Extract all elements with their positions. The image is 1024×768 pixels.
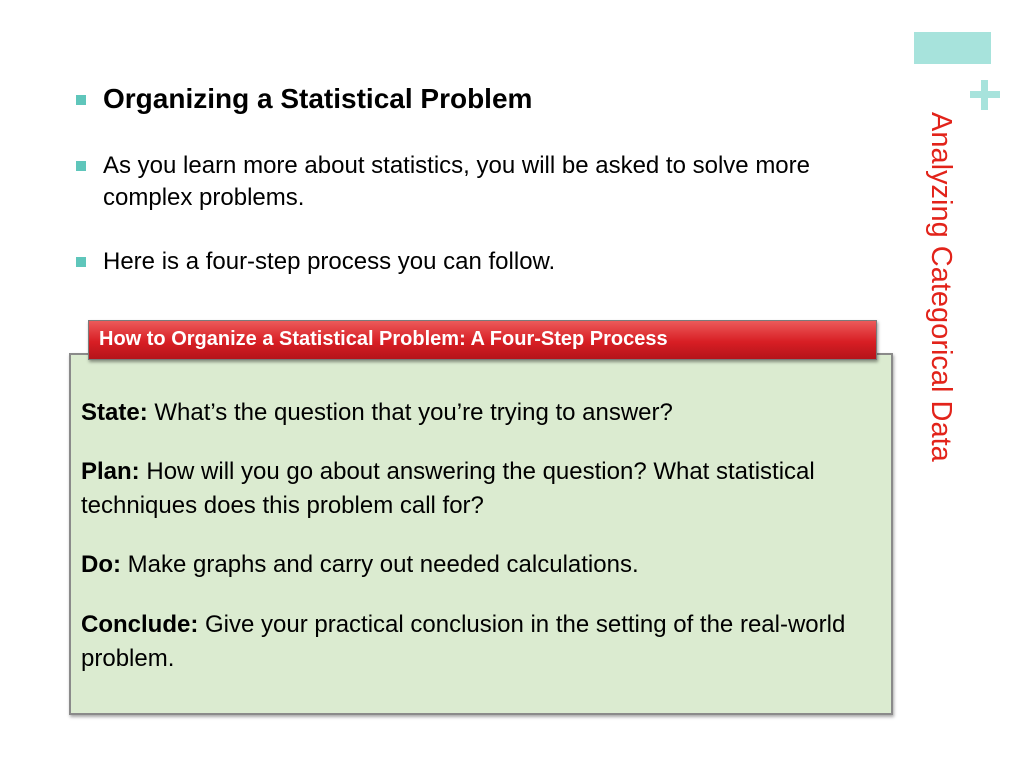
step-label: Conclude: [81,611,199,638]
bullet-square-icon [76,161,86,171]
bullet-text: Here is a four-step process you can follow. [103,248,556,275]
step-label: Do: [81,551,121,578]
step-label: State: [81,399,148,426]
step-state [81,396,871,430]
process-header-text: How to Organize a Statistical Problem: A Four-Step Process [99,328,668,350]
step-do [81,548,871,582]
step-conclude [81,608,871,676]
step-text: What’s the question that you’re trying to answer? [147,399,673,426]
process-header [88,320,877,360]
bullet-square-icon [76,95,86,105]
step-text: Make graphs and carry out needed calculations. [120,551,639,578]
bullet-text: As you learn more about statistics, you will be asked to solve more complex problems. [103,152,810,211]
side-title [921,112,961,532]
accent-block [914,32,991,64]
step-plan [81,455,871,523]
bullet-square-icon [76,257,86,267]
side-title-text: Analyzing Categorical Data [925,112,957,462]
step-text: Give your practical conclusion in the setting of the real-world problem. [81,611,846,672]
slide-heading: Organizing a Statistical Problem [103,83,533,114]
step-text: How will you go about answering the question? What statistical techniques does this problem call for? [81,458,815,519]
plus-icon [970,80,1000,110]
step-label: Plan: [81,458,140,485]
